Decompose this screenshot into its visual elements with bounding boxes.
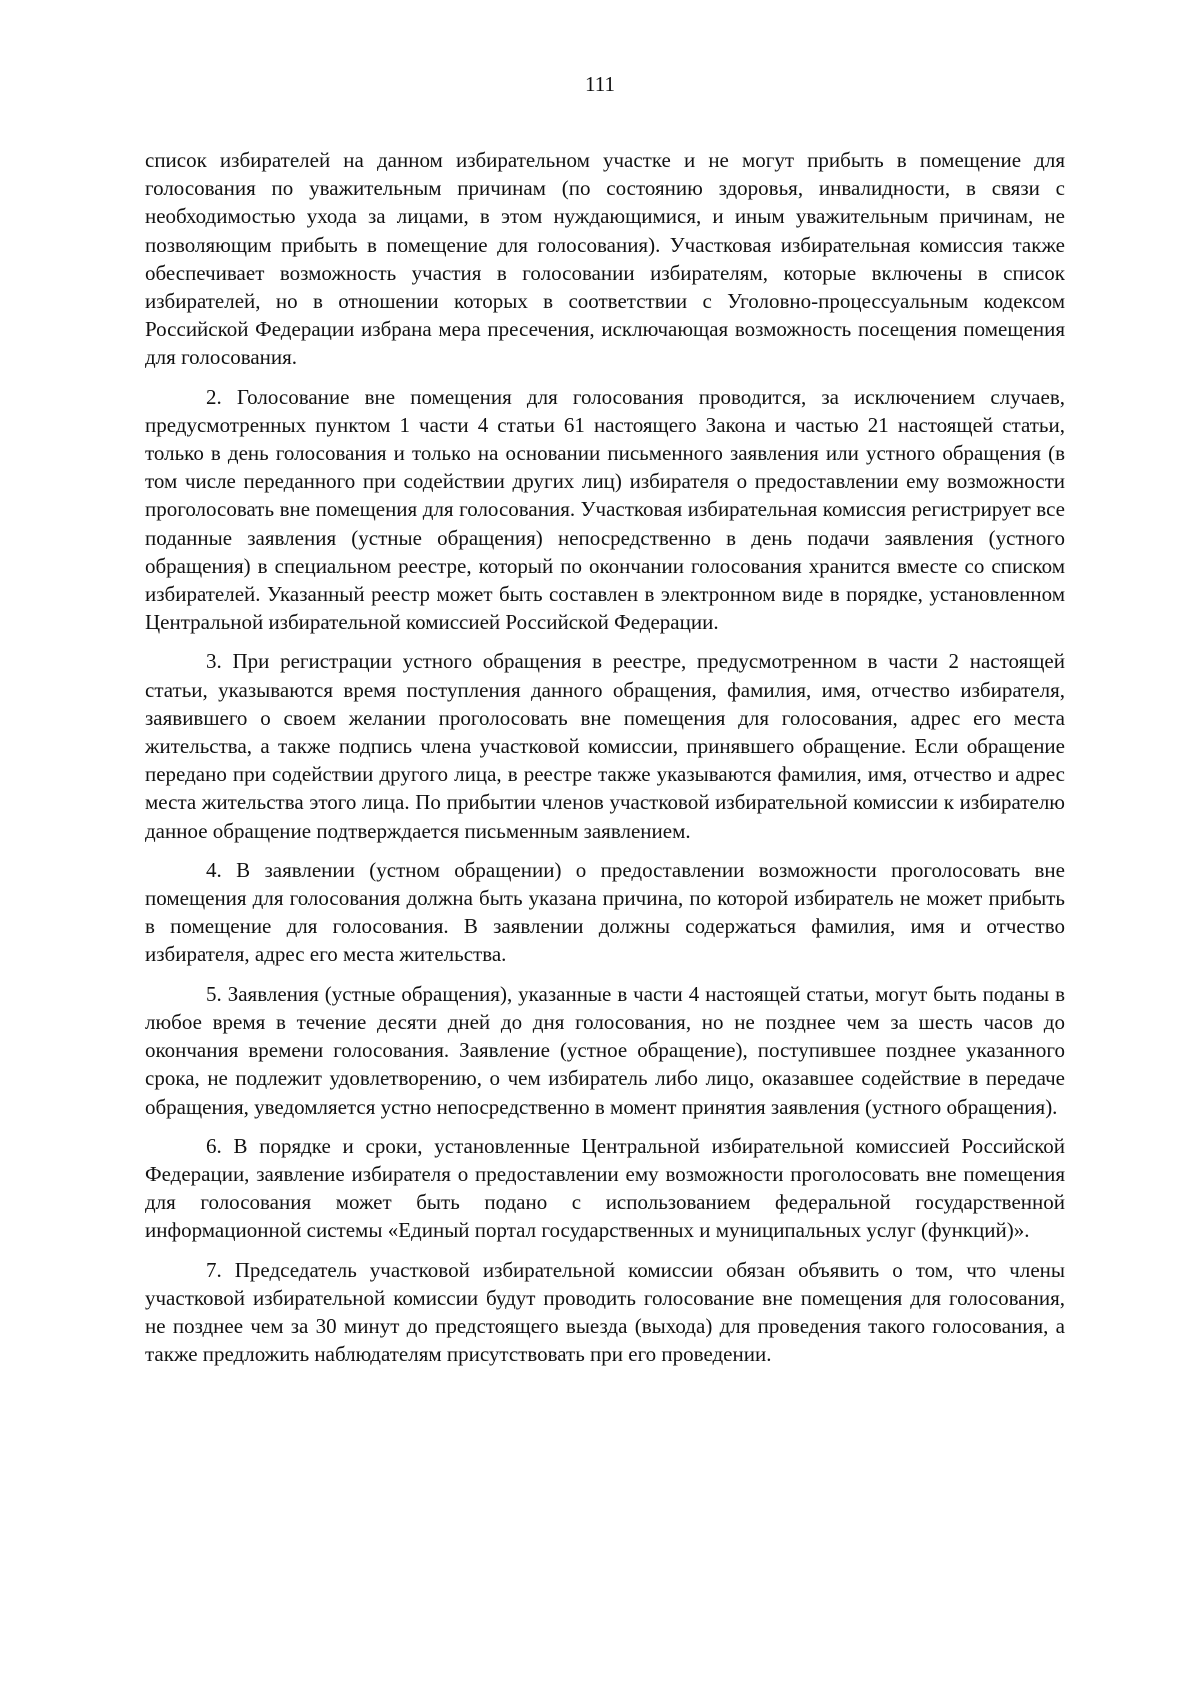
paragraph-7: 7. Председатель участковой избирательной комиссии обязан объявить о том, что члены участковой избирательной комиссии будут проводить голосование вне помещения для голосования, не позднее чем за 30 минут до предстоящего выезда (выхода) для проведения такого голосования, а также предложить наблюдателям присутствовать при его проведении. [145, 1257, 1065, 1367]
paragraph-6: 6. В порядке и сроки, установленные Центральной избирательной комиссией Российской Федерации, заявление избирателя о предоставлении ему возможности проголосовать вне помещения для голосования может быть подано с использованием федеральной государственной информационной системы «Единый портал государственных и муниципальных услуг (функций)». [145, 1133, 1065, 1243]
paragraph-continuation: список избирателей на данном избирательном участке и не могут прибыть в помещение для голосования по уважительным причинам (по состоянию здоровья, инвалидности, в связи с необходимостью ухода за лицами, в этом нуждающимися, и иным уважительным причинам, не позволяющим прибыть в помещение для голосования). Участковая избирательная комиссия также обеспечивает возможность участия в голосовании избирателям, которые включены в список избирателей, но в отношении которых в соответствии с Уголовно-процессуальным кодексом Российской Федерации избрана мера пресечения, исключающая возможность посещения помещения для голосования. [145, 148, 1065, 370]
document-body [145, 146, 1065, 1379]
paragraph-3: 3. При регистрации устного обращения в реестре, предусмотренном в части 2 настоящей статьи, указываются время поступления данного обращения, фамилия, имя, отчество избирателя, заявившего о своем желании проголосовать вне помещения для голосования, адрес его места жительства, а также подпись члена участковой комиссии, принявшего обращение. Если обращение передано при содействии другого лица, в реестре также указываются фамилия, имя, отчество и адрес места жительства этого лица. По прибытии членов участковой избирательной комиссии к избирателю данное обращение подтверждается письменным заявлением. [145, 649, 1065, 843]
paragraph-4: 4. В заявлении (устном обращении) о предоставлении возможности проголосовать вне помещения для голосования должна быть указана причина, по которой избиратель не может прибыть в помещение для голосования. В заявлении должны содержаться фамилия, имя и отчество избирателя, адрес его места жительства. [145, 857, 1065, 967]
paragraph-5: 5. Заявления (устные обращения), указанные в части 4 настоящей статьи, могут быть поданы в любое время в течение десяти дней до дня голосования, но не позднее чем за шесть часов до окончания времени голосования. Заявление (устное обращение), поступившее позднее указанного срока, не подлежит удовлетворению, о чем избиратель либо лицо, оказавшее содействие в передаче обращения, уведомляется устно непосредственно в момент принятия заявления (устного обращения). [145, 981, 1065, 1119]
paragraph-2: 2. Голосование вне помещения для голосования проводится, за исключением случаев, предусмотренных пунктом 1 части 4 статьи 61 настоящего Закона и частью 21 настоящей статьи, только в день голосования и только на основании письменного заявления или устного обращения (в том числе переданного при содействии других лиц) избирателя о предоставлении ему возможности проголосовать вне помещения для голосования. Участковая избирательная комиссия регистрирует все поданные заявления (устные обращения) непосредственно в день подачи заявления (устного обращения) в специальном реестре, который по окончании голосования хранится вместе со списком избирателей. Указанный реестр может быть составлен в электронном виде в порядке, установленном Центральной избирательной комиссией Российской Федерации. [145, 384, 1065, 635]
page-number: 111 [585, 72, 615, 96]
